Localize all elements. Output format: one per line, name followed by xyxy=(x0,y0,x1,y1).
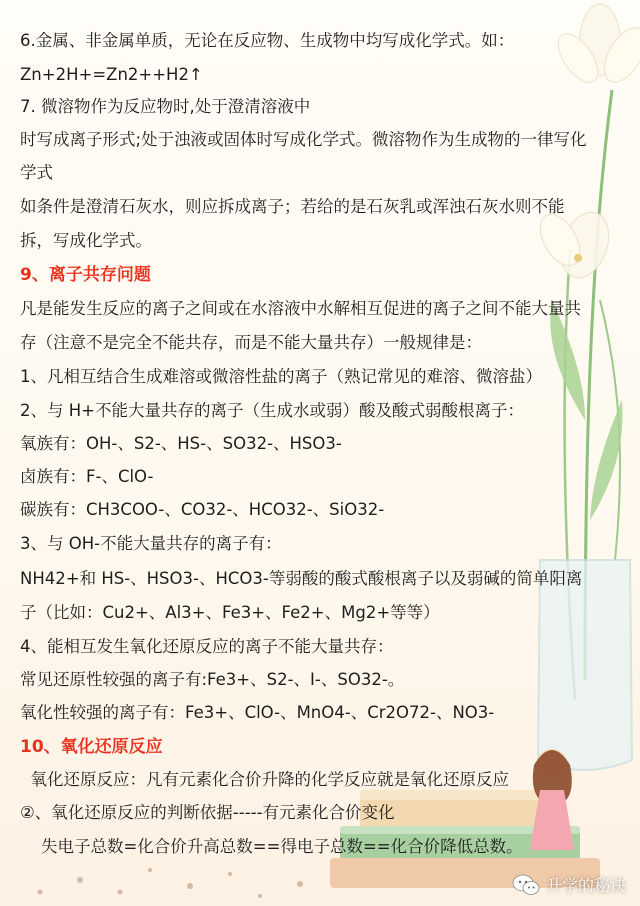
wechat-icon xyxy=(512,874,540,896)
oxidizing-ions-line: 氧化性较强的离子有：Fe3+、ClO-、MnO4-、Cr2O72-、NO3- xyxy=(20,703,495,722)
rule-7-line: 如条件是澄清石灰水，则应拆成离子；若给的是石灰乳或浑浊石灰水则不能 xyxy=(20,197,565,216)
section-10-electrons: 失电子总数=化合价升高总数==得电子总数==化合价降低总数。 xyxy=(20,837,523,856)
rule-7-line: 7. 微溶物作为反应物时,处于澄清溶液中 xyxy=(20,97,311,116)
section-9-heading: 9、离子共存问题 xyxy=(20,265,151,285)
rule-6-line: 6.金属、非金属单质，无论在反应物、生成物中均写成化学式。如： xyxy=(20,31,515,50)
oxygen-family-line: 氧族有：OH-、S2-、HS-、SO32-、HSO3- xyxy=(20,434,342,453)
section-9-intro: 凡是能发生反应的离子之间或在水溶液中水解相互促进的离子之间不能大量共 xyxy=(20,299,581,318)
section-9-item-detail: NH42+和 HS-、HSO3-、HCO3-等弱酸的酸式酸根离子以及弱碱的简单阳离 xyxy=(20,569,583,588)
reducing-ions-line: 常见还原性较强的离子有:Fe3+、S2-、I-、SO32-。 xyxy=(20,670,405,689)
watermark-text: 升学的秘诀 xyxy=(545,876,626,895)
rule-7-line: 时写成离子形式;处于浊液或固体时写成化学式。微溶物作为生成物的一律写化 xyxy=(20,130,587,149)
rule-6-example: Zn+2H+=Zn2++H2↑ xyxy=(20,65,203,84)
section-9-item: 2、与 H+不能大量共存的离子（生成水或弱）酸及酸式弱酸根离子： xyxy=(20,401,524,420)
rule-7-line: 拆，写成化学式。 xyxy=(20,231,152,250)
section-9-item: 4、能相互发生氧化还原反应的离子不能大量共存： xyxy=(20,637,394,656)
rule-7-line: 学式 xyxy=(20,163,53,182)
section-10-heading: 10、氧化还原反应 xyxy=(20,737,163,757)
section-9-intro: 存（注意不是完全不能共存，而是不能大量共存）一般规律是： xyxy=(20,333,482,352)
section-10-definition: 氧化还原反应：凡有元素化合价升降的化学反应就是氧化还原反应 xyxy=(20,770,509,789)
section-9-item: 3、与 OH-不能大量共存的离子有： xyxy=(20,534,282,553)
carbon-family-line: 碳族有：CH3COO-、CO32-、HCO32-、SiO32- xyxy=(20,500,385,519)
section-10-basis: ②、氧化还原反应的判断依据-----有元素化合价变化 xyxy=(20,803,395,822)
halogen-family-line: 卤族有：F-、ClO- xyxy=(20,467,154,486)
section-9-item: 1、凡相互结合生成难溶或微溶性盐的离子（熟记常见的难溶、微溶盐） xyxy=(20,367,542,386)
watermark xyxy=(512,873,626,896)
section-9-item-detail: 子（比如：Cu2+、Al3+、Fe3+、Fe2+、Mg2+等等） xyxy=(20,603,440,622)
